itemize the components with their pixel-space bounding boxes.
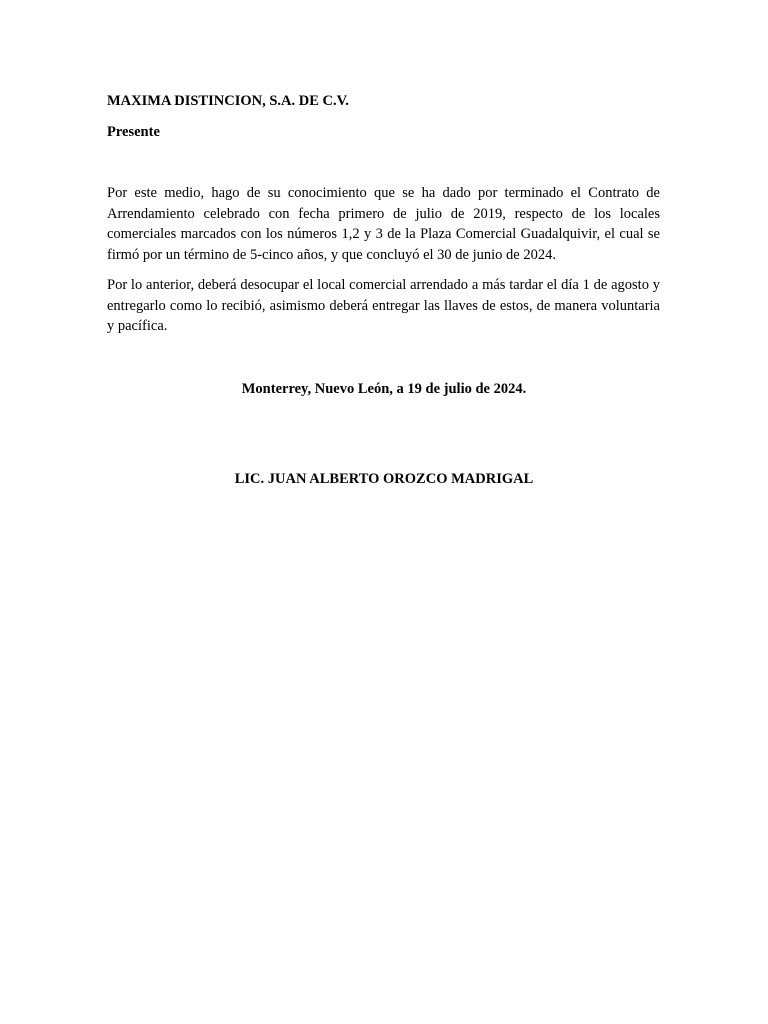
paragraph-vacate-instructions: Por lo anterior, deberá desocupar el local comercial arrendado a más tardar el día 1 de agosto y entregarlo como lo recibió, asimismo deberá entregar las llaves de estos, de manera voluntaria y pacífica. [107,277,660,335]
addressee: MAXIMA DISTINCION, S.A. DE C.V. [107,93,349,109]
signatory-name: LIC. JUAN ALBERTO OROZCO MADRIGAL [234,471,534,487]
paragraph-termination-notice: Por este medio, hago de su conocimiento que se ha dado por terminado el Contrato de Arrendamiento celebrado con fecha primero de julio de 2019, respecto de los locales comerciales marcados con los números 1,2 y 3 de la Plaza Comercial Guadalquivir, el cual se firmó por un término de 5-cinco años, y que concluyó el 30 de junio de 2024. [107,185,660,263]
place-and-date: Monterrey, Nuevo León, a 19 de julio de 2024. [241,381,527,397]
salutation: Presente [107,124,160,140]
